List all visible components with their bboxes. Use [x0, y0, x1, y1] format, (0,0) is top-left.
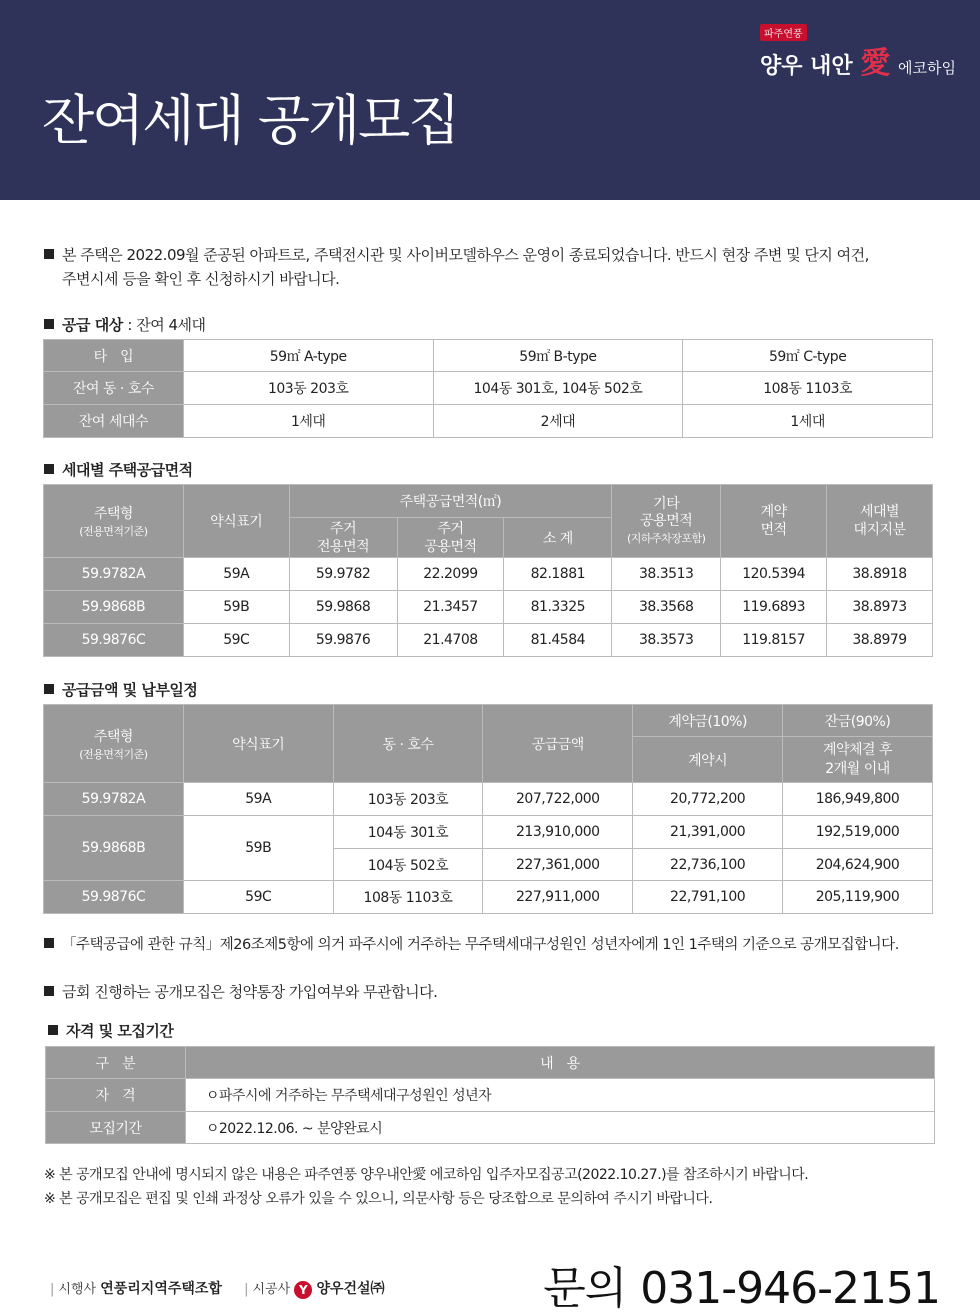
cell: 38.8979: [827, 624, 933, 657]
section-price: [44, 679, 197, 700]
cell: 21.4708: [397, 624, 504, 657]
row-label: 타 입: [44, 340, 184, 372]
table-row: [44, 881, 933, 914]
header-balance-when: 계약체결 후 2개월 이내: [783, 737, 933, 783]
type-cell: 59㎡ A-type: [183, 340, 433, 372]
eligibility-table: [45, 1046, 935, 1144]
cell: 119.8157: [721, 624, 827, 657]
cell-unit: 108동 1103호: [333, 881, 483, 914]
table-row: [44, 405, 933, 438]
section-label: 자격 및 모집기간: [66, 1022, 174, 1040]
brand-ai: 愛: [860, 46, 891, 81]
cell-type: 59.9782A: [44, 783, 184, 816]
cell: 59A: [183, 558, 289, 591]
brand-tag: 파주연풍: [760, 24, 807, 41]
header-supply-area: 주택공급면적(㎡): [289, 485, 612, 518]
header-unit: 동 · 호수: [333, 705, 483, 783]
cell-price: 227,361,000: [483, 849, 633, 881]
section-label: 공급금액 및 납부일정: [62, 681, 198, 699]
cell-abbr: 59A: [183, 783, 333, 816]
header-house-type: [44, 705, 184, 783]
header-contract: 계약 면적: [721, 485, 827, 558]
row-label: 자 격: [46, 1079, 186, 1112]
header-subtext: (지하주차장포함): [626, 532, 706, 545]
section-area: [44, 459, 193, 480]
cell: 59.9876C: [44, 624, 184, 657]
header-common: 주거 공용면적: [397, 518, 504, 558]
type-cell: 59㎡ C-type: [683, 340, 933, 372]
header-content: 내 용: [185, 1047, 934, 1079]
count-cell: 1세대: [183, 405, 433, 438]
cell-price: 227,911,000: [483, 881, 633, 914]
row-label: 잔여 세대수: [44, 405, 184, 438]
cell: 59.9868: [289, 591, 397, 624]
cell-balance: 192,519,000: [783, 816, 933, 849]
footer-companies: [46, 1278, 385, 1299]
table-header-row: [44, 705, 933, 737]
section-label: 공급 대상: [62, 316, 123, 334]
type-cell: 59㎡ B-type: [433, 340, 683, 372]
row-label: 잔여 동 · 호수: [44, 372, 184, 405]
contact-phone: 031-946-2151: [640, 1263, 940, 1314]
header-other: [612, 485, 721, 558]
row-value: ㅇ2022.12.06. ~ 분양완료시: [185, 1112, 934, 1144]
header-text: 기타 공용면적: [640, 496, 693, 529]
bullet-icon: [44, 249, 54, 259]
cell: 38.8973: [827, 591, 933, 624]
cell: 59.9868B: [44, 591, 184, 624]
table-header-row: [46, 1047, 935, 1079]
row-label: 모집기간: [46, 1112, 186, 1144]
section-eligibility: [48, 1020, 173, 1041]
section-value: : 잔여 4세대: [127, 316, 206, 334]
cell-unit: 104동 301호: [333, 816, 483, 849]
cell-abbr: 59C: [183, 881, 333, 914]
cell: 59.9782: [289, 558, 397, 591]
intro-notice: [44, 243, 869, 291]
area-table: [43, 484, 933, 657]
bullet-icon: [44, 464, 54, 474]
header-subtext: (전용면적기준): [79, 747, 148, 761]
header-house-type: [44, 485, 184, 558]
builder-label: 시공사: [252, 1282, 291, 1297]
notice-text: 금회 진행하는 공개모집은 청약통장 가입여부와 무관합니다.: [62, 983, 438, 1001]
bullet-icon: [48, 1025, 58, 1035]
cell-unit: 103동 203호: [333, 783, 483, 816]
units-cell: 103동 203호: [183, 372, 433, 405]
bullet-icon: [44, 684, 54, 694]
table-row: [44, 624, 933, 657]
table-row: [44, 558, 933, 591]
brand-sub: 에코하임: [898, 59, 956, 77]
header-text: 주택형: [93, 728, 133, 745]
header-text: 주택형: [93, 506, 133, 522]
cell: 120.5394: [721, 558, 827, 591]
header-abbr: 약식표기: [183, 485, 289, 558]
cell: 59C: [183, 624, 289, 657]
header-land: 세대별 대지지분: [827, 485, 933, 558]
cell: 59.9876: [289, 624, 397, 657]
table-row: [46, 1079, 935, 1112]
cell: 119.6893: [721, 591, 827, 624]
brand-logo: [760, 24, 960, 80]
cell: 59B: [183, 591, 289, 624]
cell: 38.3513: [612, 558, 721, 591]
cell-price: 213,910,000: [483, 816, 633, 849]
cell: 22.2099: [397, 558, 504, 591]
cell-balance: 205,119,900: [783, 881, 933, 914]
notice-subscription: [44, 980, 437, 1004]
cell: 82.1881: [504, 558, 612, 591]
notice-rule: [44, 933, 899, 957]
cell-price: 207,722,000: [483, 783, 633, 816]
cell: 38.3573: [612, 624, 721, 657]
table-row: [44, 340, 933, 372]
header-deposit-when: 계약시: [633, 737, 783, 783]
units-cell: 108동 1103호: [683, 372, 933, 405]
cell-balance: 186,949,800: [783, 783, 933, 816]
cell: 38.8918: [827, 558, 933, 591]
row-value: ㅇ파주시에 거주하는 무주택세대구성원인 성년자: [185, 1079, 934, 1112]
intro-line-2: 주변시세 등을 확인 후 신청하시기 바랍니다.: [62, 270, 340, 288]
header-subtotal: 소 계: [504, 518, 612, 558]
section-supply-target: [44, 314, 206, 335]
table-row: [44, 591, 933, 624]
table-header-row: [44, 485, 933, 518]
header-balance: 잔금(90%): [783, 705, 933, 737]
footnote-2: ※ 본 공개모집은 편집 및 인쇄 과정상 오류가 있을 수 있으니, 의문사항 등은 당조합으로 문의하여 주시기 바랍니다.: [44, 1191, 713, 1207]
table-row: [44, 372, 933, 405]
table-row: [44, 816, 933, 849]
cell: 59.9782A: [44, 558, 184, 591]
executor-label: 시행사: [58, 1282, 97, 1297]
executor-name: 연풍리지역주택조합: [100, 1281, 222, 1297]
header-deposit: 계약금(10%): [633, 705, 783, 737]
table-row: [46, 1112, 935, 1144]
units-cell: 104동 301호, 104동 502호: [433, 372, 683, 405]
cell: 81.4584: [504, 624, 612, 657]
page-title: 잔여세대 공개모집: [42, 89, 459, 152]
bullet-icon: [44, 986, 54, 996]
builder-name: 양우건설㈜: [316, 1281, 385, 1297]
cell: 38.3568: [612, 591, 721, 624]
cell-deposit: 22,736,100: [633, 849, 783, 881]
header-abbr: 약식표기: [183, 705, 333, 783]
cell-type: 59.9876C: [44, 881, 184, 914]
price-table: [43, 704, 933, 914]
builder-logo-icon: Y: [294, 1281, 312, 1299]
brand-name: [760, 38, 956, 82]
count-cell: 1세대: [683, 405, 933, 438]
header-price: 공급금액: [483, 705, 633, 783]
intro-line-1: 본 주택은 2022.09월 준공된 아파트로, 주택전시관 및 사이버모델하우스 운영이 종료되었습니다. 반드시 현장 주변 및 단지 여건,: [62, 246, 869, 264]
brand-main-text: 양우 내안: [760, 54, 853, 79]
bullet-icon: [44, 938, 54, 948]
cell-unit: 104동 502호: [333, 849, 483, 881]
cell-balance: 204,624,900: [783, 849, 933, 881]
cell-deposit: 20,772,200: [633, 783, 783, 816]
notice-text: 「주택공급에 관한 규칙」제26조제5항에 의거 파주시에 거주하는 무주택세대구성원인 성년자에게 1인 1주택의 기준으로 공개모집합니다.: [62, 937, 899, 953]
bullet-icon: [44, 319, 54, 329]
header-category: 구 분: [46, 1047, 186, 1079]
header-subtext: (전용면적기준): [79, 525, 148, 538]
footnote-1: ※ 본 공개모집 안내에 명시되지 않은 내용은 파주연풍 양우내안愛 에코하임 입주자모집공고(2022.10.27.)를 참조하시기 바랍니다.: [44, 1167, 809, 1183]
contact-label: 문의: [543, 1263, 627, 1314]
header-banner: [0, 0, 980, 200]
supply-target-table: [43, 339, 933, 438]
header-exclusive: 주거 전용면적: [289, 518, 397, 558]
cell-deposit: 21,391,000: [633, 816, 783, 849]
divider: |: [244, 1282, 249, 1297]
cell: 21.3457: [397, 591, 504, 624]
count-cell: 2세대: [433, 405, 683, 438]
contact: [543, 1252, 940, 1316]
table-row: [44, 783, 933, 816]
cell: 81.3325: [504, 591, 612, 624]
cell-deposit: 22,791,100: [633, 881, 783, 914]
section-label: 세대별 주택공급면적: [62, 461, 193, 479]
cell-abbr: 59B: [183, 816, 333, 881]
footnotes: [44, 1163, 808, 1211]
cell-type: 59.9868B: [44, 816, 184, 881]
divider: |: [50, 1282, 55, 1297]
